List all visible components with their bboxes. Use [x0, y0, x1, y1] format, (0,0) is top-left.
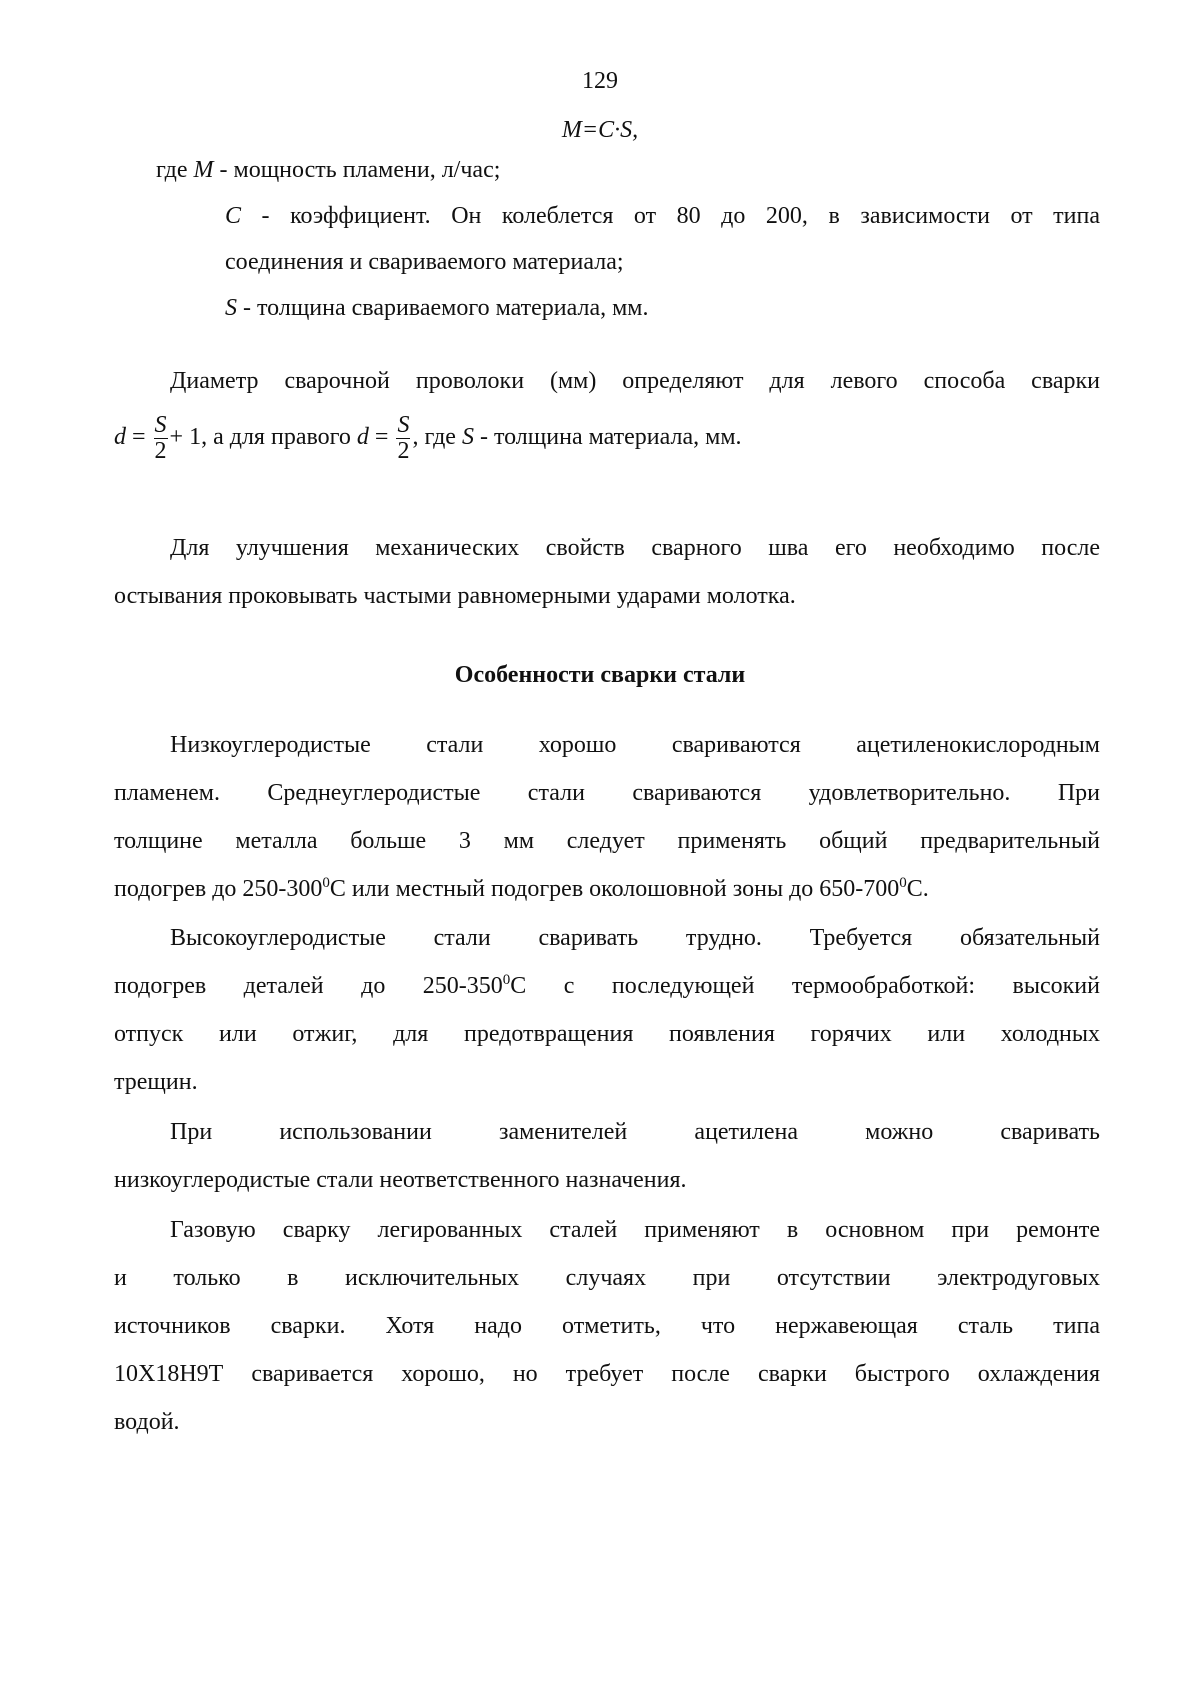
p1-line2: пламенем. Среднеуглеродистые стали свариваются удовлетворительно. При	[114, 780, 1100, 806]
formula-left-denominator: 2	[154, 438, 167, 465]
formula-left-d: d	[114, 424, 126, 451]
p1-line4	[114, 876, 929, 903]
degree-mark: 0	[899, 875, 907, 891]
formula-left-numerator: S	[154, 412, 167, 438]
diameter-line1: Диаметр сварочной проволоки (мм) определяют для левого способа сварки	[170, 368, 1100, 394]
formula-s: S	[461, 424, 474, 451]
formula-left-plus-one: + 1	[169, 424, 202, 451]
p4-line3: источников сварки. Хотя надо отметить, что нержавеющая сталь типа	[114, 1313, 1100, 1339]
p4-line1: Газовую сварку легированных сталей применяют в основном при ремонте	[170, 1217, 1100, 1243]
diameter-formulas	[114, 413, 742, 464]
p4-line2: и только в исключительных случаях при отсутствии электродуговых	[114, 1265, 1100, 1291]
p4-line4: 10Х18Н9Т сваривается хорошо, но требует после сварки быстрого охлаждения	[114, 1361, 1100, 1387]
formula-right-numerator: S	[397, 412, 410, 438]
formula-right-fraction	[396, 413, 410, 464]
degree-mark: 0	[322, 875, 330, 891]
legend-c-text-1: - коэффициент. Он колеблется от 80 до 200, в зависимости от типа	[241, 203, 1100, 229]
p1-line1: Низкоуглеродистые стали хорошо свариваются ацетиленокислородным	[170, 732, 1100, 758]
formula-right-denominator: 2	[397, 438, 410, 465]
p2-line2-a: подогрев деталей до 250-350	[114, 973, 503, 999]
p3-line1: При использовании заменителей ацетилена можно сваривать	[170, 1119, 1100, 1145]
formula-left-fraction	[154, 413, 168, 464]
formula-tail-text: - толщина материала, мм.	[473, 424, 742, 451]
section-heading: Особенности сварки стали	[454, 662, 746, 688]
forging-line1: Для улучшения механических свойств сварного шва его необходимо после	[170, 535, 1100, 561]
p2-line4: трещин.	[114, 1069, 198, 1095]
p1-line4-a: подогрев до 250-300	[114, 876, 323, 902]
p2-line1: Высокоуглеродистые стали сваривать трудно. Требуется обязательный	[170, 925, 1100, 951]
symbol-c: C	[225, 203, 242, 229]
legend-where: где	[156, 157, 194, 183]
legend-s-text: - толщина свариваемого материала, мм.	[237, 295, 649, 321]
p4-line5: водой.	[114, 1409, 180, 1435]
formula-right-d: d	[356, 424, 369, 451]
p2-line3: отпуск или отжиг, для предотвращения появления горячих или холодных	[114, 1021, 1100, 1047]
formula-mid-text: , а для правого	[201, 424, 357, 451]
p2-line2	[114, 973, 1100, 1000]
formula-left-eq: =	[126, 424, 152, 451]
symbol-s: S	[225, 295, 237, 321]
p1-line3: толщине металла больше 3 мм следует применять общий предварительный	[114, 828, 1100, 854]
legend-c-line1	[225, 203, 1100, 230]
legend-m	[156, 157, 500, 184]
power-formula: M=C·S,	[561, 117, 639, 143]
formula-after-text: , где	[412, 424, 462, 451]
legend-c-line2: соединения и свариваемого материала;	[225, 249, 624, 275]
degree-mark: 0	[502, 972, 511, 988]
formula-right-eq: =	[368, 424, 395, 451]
p1-line4-c: С.	[906, 876, 929, 902]
legend-m-text: - мощность пламени, л/час;	[213, 157, 501, 183]
p2-line2-b: С с последующей термообработкой: высокий	[510, 973, 1100, 999]
page-number: 129	[582, 68, 618, 94]
p3-line2: низкоуглеродистые стали неответственного назначения.	[114, 1167, 687, 1193]
p1-line4-b: С или местный подогрев околошовной зоны до 650-700	[329, 876, 900, 902]
legend-s	[225, 295, 648, 322]
forging-line2: остывания проковывать частыми равномерными ударами молотка.	[114, 583, 796, 609]
symbol-m: M	[193, 157, 214, 183]
